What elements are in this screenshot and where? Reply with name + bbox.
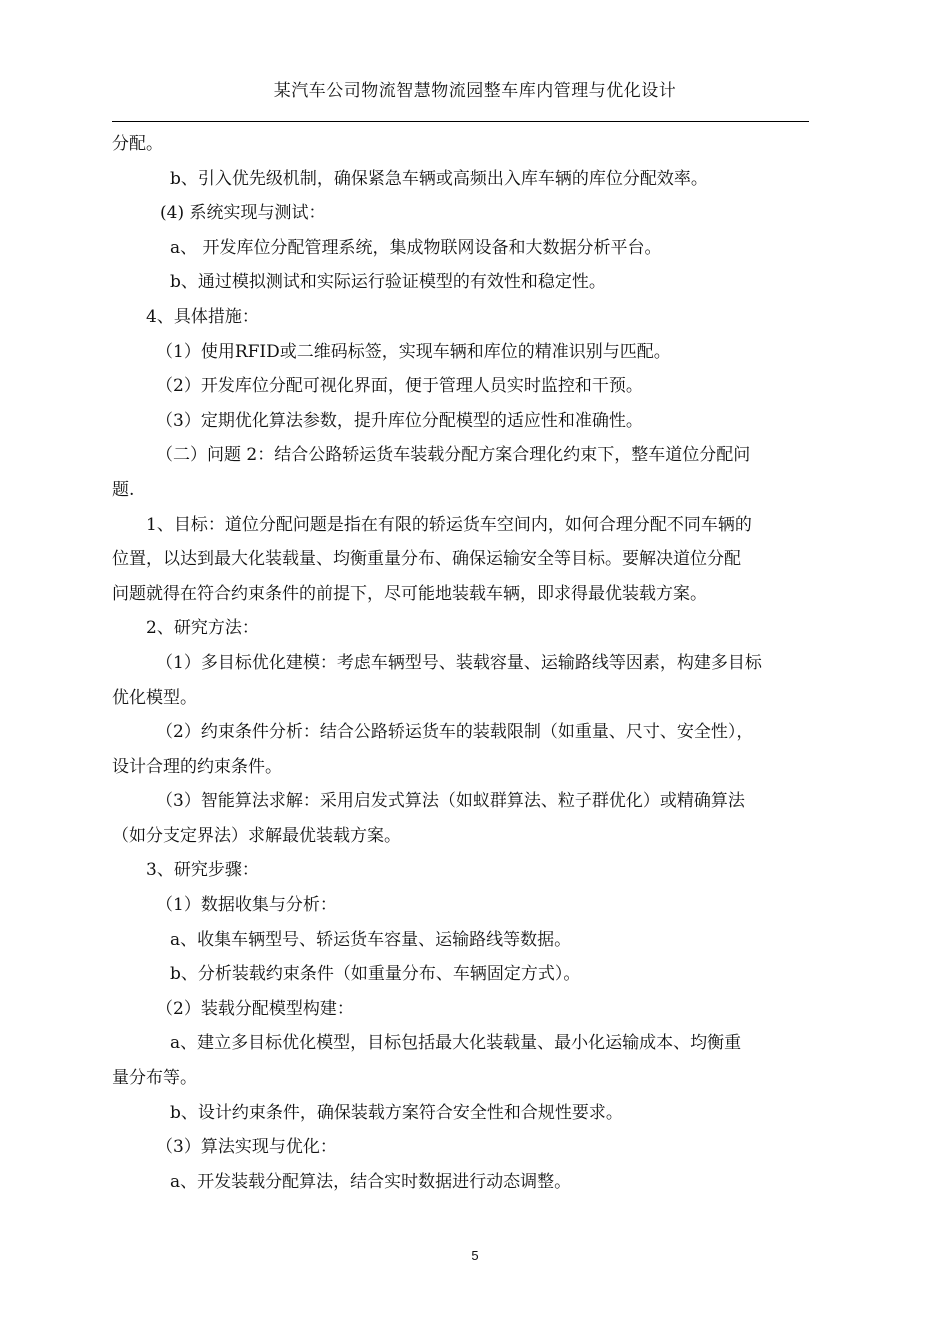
paragraph-line: a、 开发库位分配管理系统，集成物联网设备和大数据分析平台。 [170, 237, 662, 258]
paragraph-line: 优化模型。 [112, 687, 197, 708]
paragraph-line: a、建立多目标优化模型，目标包括最大化装载量、最小化运输成本、均衡重 [170, 1033, 742, 1054]
paragraph-line: 分配。 [112, 134, 163, 154]
document-body [112, 127, 834, 1199]
page-number: 5 [471, 1248, 479, 1263]
paragraph-line: 问题就得在符合约束条件的前提下，尽可能地装载车辆，即求得最优装载方案。 [112, 583, 707, 604]
paragraph-line: a、收集车辆型号、轿运货车容量、运输路线等数据。 [170, 929, 572, 950]
paragraph-line: b、引入优先级机制，确保紧急车辆或高频出入库车辆的库位分配效率。 [170, 168, 708, 189]
paragraph-line: 3、研究步骤： [146, 860, 259, 881]
paragraph-line: （如分支定界法）求解最优装载方案。 [112, 825, 401, 846]
paragraph-line: （3）智能算法求解：采用启发式算法（如蚁群算法、粒子群优化）或精确算法 [156, 791, 745, 812]
paragraph-line: （1）多目标优化建模：考虑车辆型号、装载容量、运输路线等因素，构建多目标 [156, 652, 762, 673]
paragraph-line: b、设计约束条件，确保装载方案符合安全性和合规性要求。 [170, 1102, 623, 1123]
paragraph-line: （1）数据收集与分析： [156, 895, 337, 916]
paragraph-line: 量分布等。 [112, 1068, 197, 1089]
paragraph-line: b、分析装载约束条件（如重量分布、车辆固定方式）。 [170, 964, 581, 985]
paragraph-line: 2、研究方法： [146, 618, 259, 639]
paragraph-line: 1、目标：道位分配问题是指在有限的轿运货车空间内，如何合理分配不同车辆的 [146, 514, 752, 535]
paragraph-line: 题. [112, 479, 135, 500]
paragraph-line: （1）使用RFID或二维码标签，实现车辆和库位的精准识别与匹配。 [156, 341, 671, 362]
paragraph-line: （二）问题 2：结合公路轿运货车装载分配方案合理化约束下，整车道位分配问 [156, 445, 751, 466]
paragraph-line: (4) 系统实现与测试： [160, 203, 326, 224]
paragraph-line: 4、具体措施： [146, 306, 259, 327]
paragraph-line: （2）约束条件分析：结合公路轿运货车的装载限制（如重量、尺寸、安全性）， [156, 722, 754, 743]
header-divider [112, 121, 809, 122]
page-header: 某汽车公司物流智慧物流园整车库内管理与优化设计 [273, 81, 677, 101]
paragraph-line: （2）装载分配模型构建： [156, 998, 354, 1019]
paragraph-line: a、开发装载分配算法，结合实时数据进行动态调整。 [170, 1171, 572, 1192]
paragraph-line: （3）定期优化算法参数，提升库位分配模型的适应性和准确性。 [156, 410, 643, 431]
paragraph-line: 设计合理的约束条件。 [112, 756, 282, 777]
paragraph-line: （2）开发库位分配可视化界面，便于管理人员实时监控和干预。 [156, 376, 643, 397]
paragraph-line: （3）算法实现与优化： [156, 1137, 337, 1158]
paragraph-line: 位置，以达到最大化装载量、均衡重量分布、确保运输安全等目标。要解决道位分配 [112, 549, 741, 570]
paragraph-line: b、通过模拟测试和实际运行验证模型的有效性和稳定性。 [170, 272, 606, 293]
